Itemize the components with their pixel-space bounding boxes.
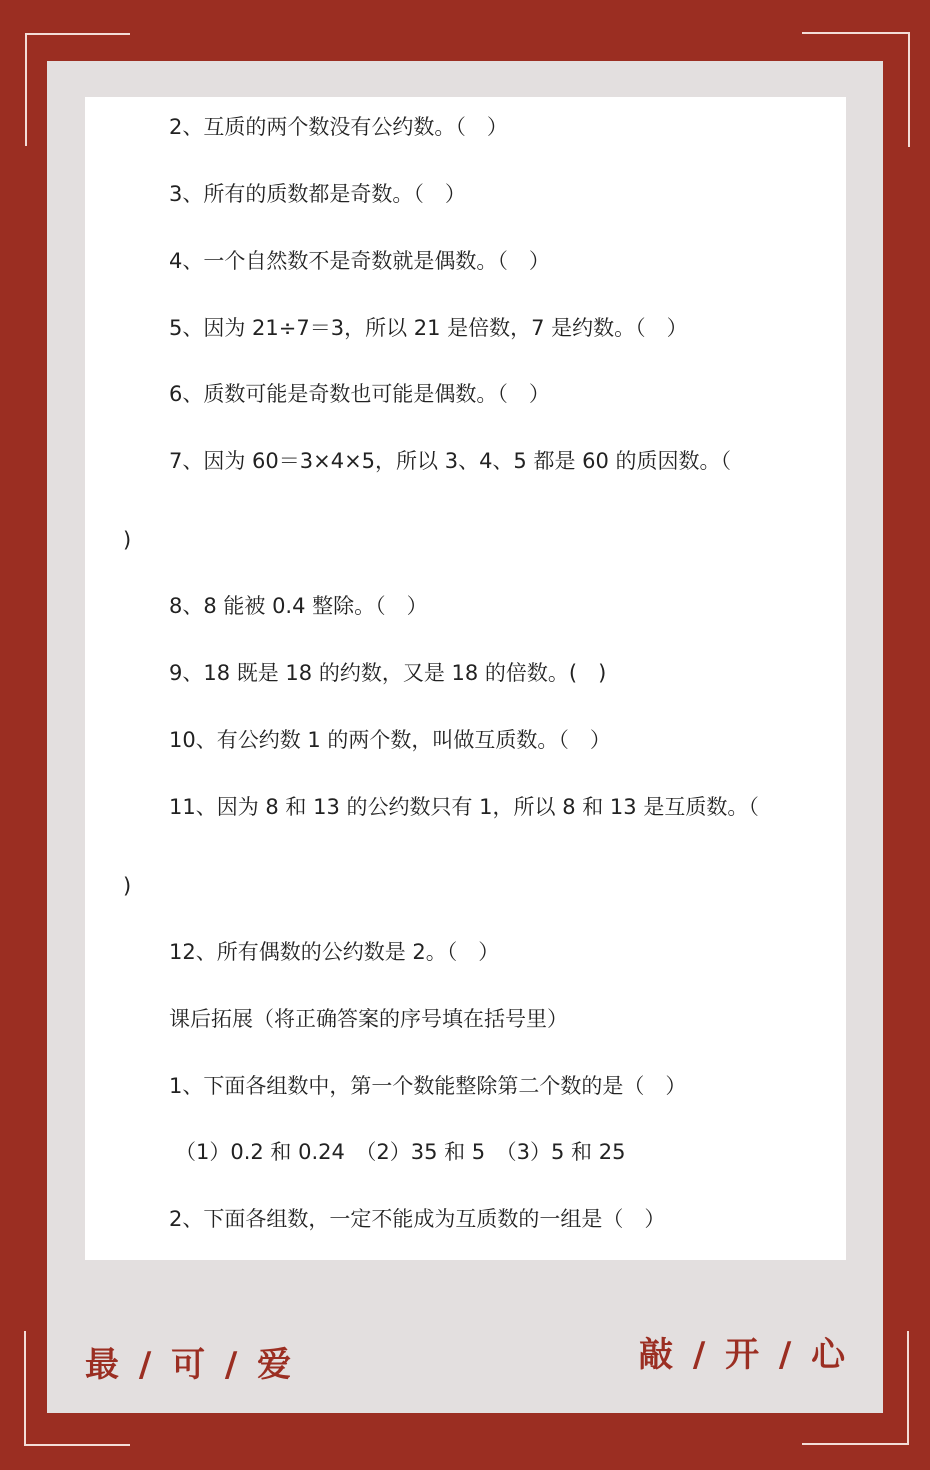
footer-left-slogan: 最 / 可 / 爱 [85,1345,296,1385]
corner-br-h [802,1443,909,1445]
question-11: 11、因为 8 和 13 的公约数只有 1，所以 8 和 13 是互质数。（ [169,795,759,819]
footer-right-slogan: 敲 / 开 / 心 [639,1335,850,1375]
question-5: 5、因为 21÷7＝3，所以 21 是倍数，7 是约数。（ ） [169,316,688,340]
corner-tl-h [25,33,130,35]
question-2: 2、互质的两个数没有公约数。（ ） [169,115,508,139]
question-9: 9、18 既是 18 的约数，又是 18 的倍数。( ) [169,661,607,685]
question-6: 6、质数可能是奇数也可能是偶数。（ ） [169,382,550,406]
question-7: 7、因为 60＝3×4×5，所以 3、4、5 都是 60 的质因数。（ [169,449,732,473]
corner-tr-h [802,32,910,34]
corner-bl-v [24,1331,26,1446]
question-11-close: ) [123,874,132,898]
extension-question-2: 2、下面各组数，一定不能成为互质数的一组是（ ） [169,1207,666,1231]
question-4: 4、一个自然数不是奇数就是偶数。（ ） [169,249,550,273]
corner-tl-v [25,33,27,146]
question-8: 8、8 能被 0.4 整除。（ ） [169,594,428,618]
extension-question-1-options: （1）0.2 和 0.24 （2）35 和 5 （3）5 和 25 [175,1140,626,1164]
worksheet [85,97,846,1260]
question-12: 12、所有偶数的公约数是 2。（ ） [169,940,500,964]
corner-br-v [907,1331,909,1445]
question-7-close: ) [123,528,132,552]
corner-tr-v [908,32,910,147]
section-heading: 课后拓展（将正确答案的序号填在括号里） [169,1007,568,1031]
extension-question-1: 1、下面各组数中，第一个数能整除第二个数的是（ ） [169,1074,687,1098]
question-3: 3、所有的质数都是奇数。（ ） [169,182,466,206]
question-10: 10、有公约数 1 的两个数，叫做互质数。（ ） [169,728,611,752]
corner-bl-h [24,1444,130,1446]
